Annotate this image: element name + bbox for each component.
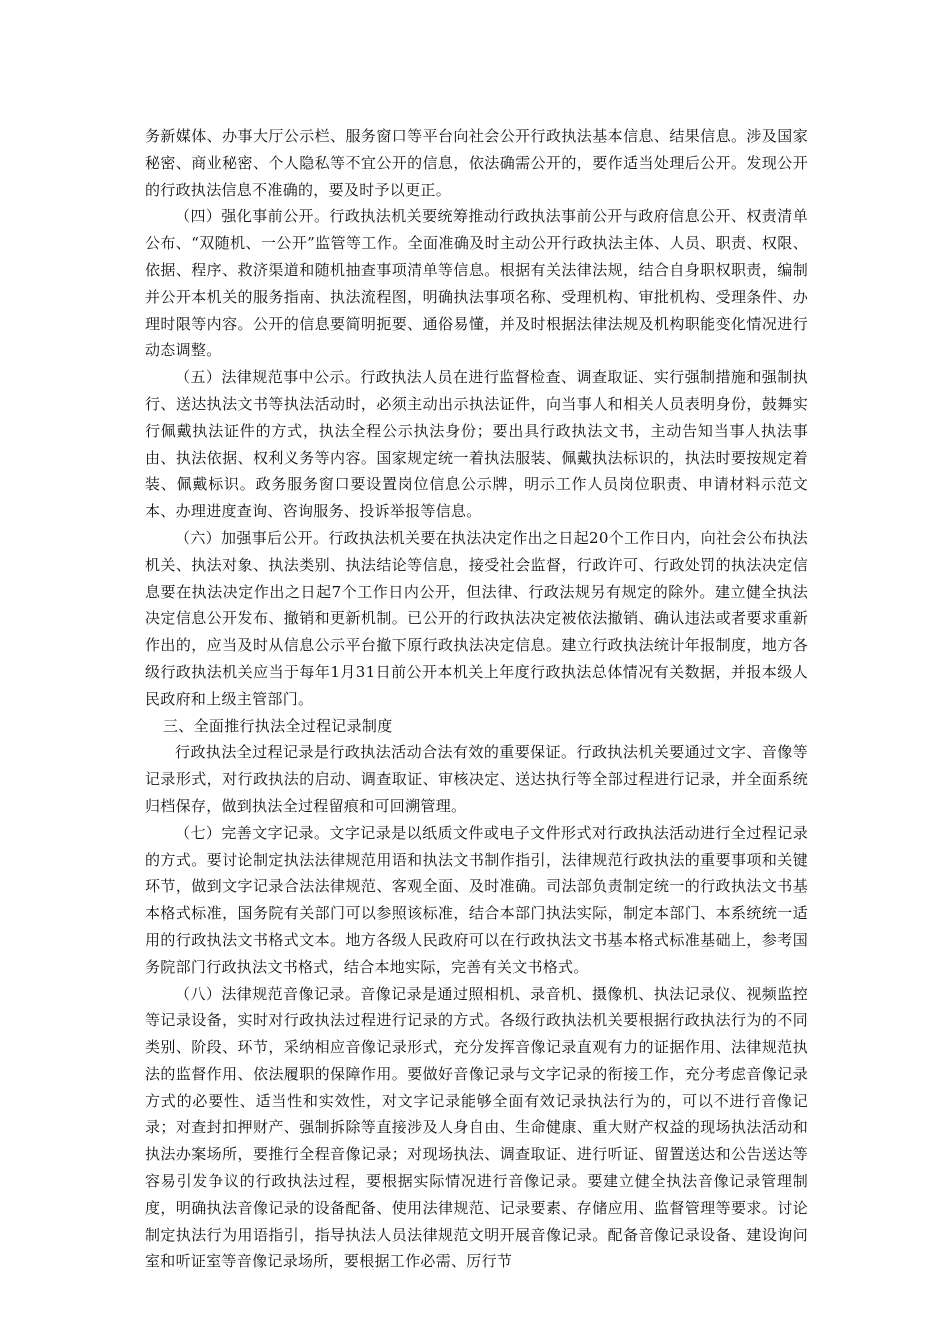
paragraph-section-6: （六）加强事后公开。行政执法机关要在执法决定作出之日起20个工作日内，向社会公布执法机关、执法对象、执法类别、执法结论等信息，接受社会监督，行政许可、行政处罚的执法决定信息要在执法决定作出之日起7个工作日内公开，但法律、行政法规另有规定的除外。建立健全执法决定信息公开发布、撤销和更新机制。已公开的行政执法决定被依法撤销、确认违法或者要求重新作出的，应当及时从信息公示平台撤下原行政执法决定信息。建立行政执法统计年报制度，地方各级行政执法机关应当于每年1月31日前公开本机关上年度行政执法总体情况有关数据，并报本级人民政府和上级主管部门。: [145, 528, 808, 708]
paragraph-section-4: （四）强化事前公开。行政执法机关要统筹推动行政执法事前公开与政府信息公开、权责清单公布、“双随机、一公开”监管等工作。全面准确及时主动公开行政执法主体、人员、职责、权限、依据、程序、救济渠道和随机抽查事项清单等信息。根据有关法律法规，结合自身职权职责，编制并公开本机关的服务指南、执法流程图，明确执法事项名称、受理机构、审批机构、受理条件、办理时限等内容。公开的信息要简明扼要、通俗易懂，并及时根据法律法规及机构职能变化情况进行动态调整。: [145, 207, 808, 360]
paragraph-section-3-intro: 行政执法全过程记录是行政执法活动合法有效的重要保证。行政执法机关要通过文字、音像等记录形式，对行政执法的启动、调查取证、审核决定、送达执行等全部过程进行记录，并全面系统归档保存，做到执法全过程留痕和可回溯管理。: [145, 743, 808, 815]
section-heading-3: 三、全面推行执法全过程记录制度: [163, 716, 393, 735]
paragraph-section-8: （八）法律规范音像记录。音像记录是通过照相机、录音机、摄像机、执法记录仪、视频监控等记录设备，实时对行政执法过程进行记录的方式。各级行政执法机关要根据行政执法行为的不同类别、阶段、环节，采纳相应音像记录形式，充分发挥音像记录直观有力的证据作用、法律规范执法的监督作用、依法履职的保障作用。要做好音像记录与文字记录的衔接工作，充分考虑音像记录方式的必要性、适当性和实效性，对文字记录能够全面有效记录执法行为的，可以不进行音像记录；对查封扣押财产、强制拆除等直接涉及人身自由、生命健康、重大财产权益的现场执法活动和执法办案场所，要推行全程音像记录；对现场执法、调查取证、进行听证、留置送达和公告送达等容易引发争议的行政执法过程，要根据实际情况进行音像记录。要建立健全执法音像记录管理制度，明确执法音像记录的设备配备、使用法律规范、记录要素、存储应用、监督管理等要求。讨论制定执法行为用语指引，指导执法人员法律规范文明开展音像记录。配备音像记录设备、建设询问室和听证室等音像记录场所，要根据工作必需、厉行节: [145, 984, 808, 1271]
document-body: [145, 123, 808, 1275]
paragraph-continued: 务新媒体、办事大厅公示栏、服务窗口等平台向社会公开行政执法基本信息、结果信息。涉及国家秘密、商业秘密、个人隐私等不宜公开的信息，依法确需公开的，要作适当处理后公开。发现公开的行政执法信息不准确的，要及时予以更正。: [145, 127, 808, 199]
paragraph-section-5: （五）法律规范事中公示。行政执法人员在进行监督检查、调查取证、实行强制措施和强制执行、送达执法文书等执法活动时，必须主动出示执法证件，向当事人和相关人员表明身份，鼓舞实行佩戴执法证件的方式，执法全程公示执法身份；要出具行政执法文书，主动告知当事人执法事由、执法依据、权利义务等内容。国家规定统一着执法服装、佩戴执法标识的，执法时要按规定着装、佩戴标识。政务服务窗口要设置岗位信息公示牌，明示工作人员岗位职责、申请材料示范文本、办理进度查询、咨询服务、投诉举报等信息。: [145, 368, 808, 521]
paragraph-section-7: （七）完善文字记录。文字记录是以纸质文件或电子文件形式对行政执法活动进行全过程记录的方式。要讨论制定执法法律规范用语和执法文书制作指引，法律规范行政执法的重要事项和关键环节，做到文字记录合法法律规范、客观全面、及时准确。司法部负责制定统一的行政执法文书基本格式标准，国务院有关部门可以参照该标准，结合本部门执法实际，制定本部门、本系统统一适用的行政执法文书格式文本。地方各级人民政府可以在行政执法文书基本格式标准基础上，参考国务院部门行政执法文书格式，结合本地实际，完善有关文书格式。: [145, 823, 808, 976]
